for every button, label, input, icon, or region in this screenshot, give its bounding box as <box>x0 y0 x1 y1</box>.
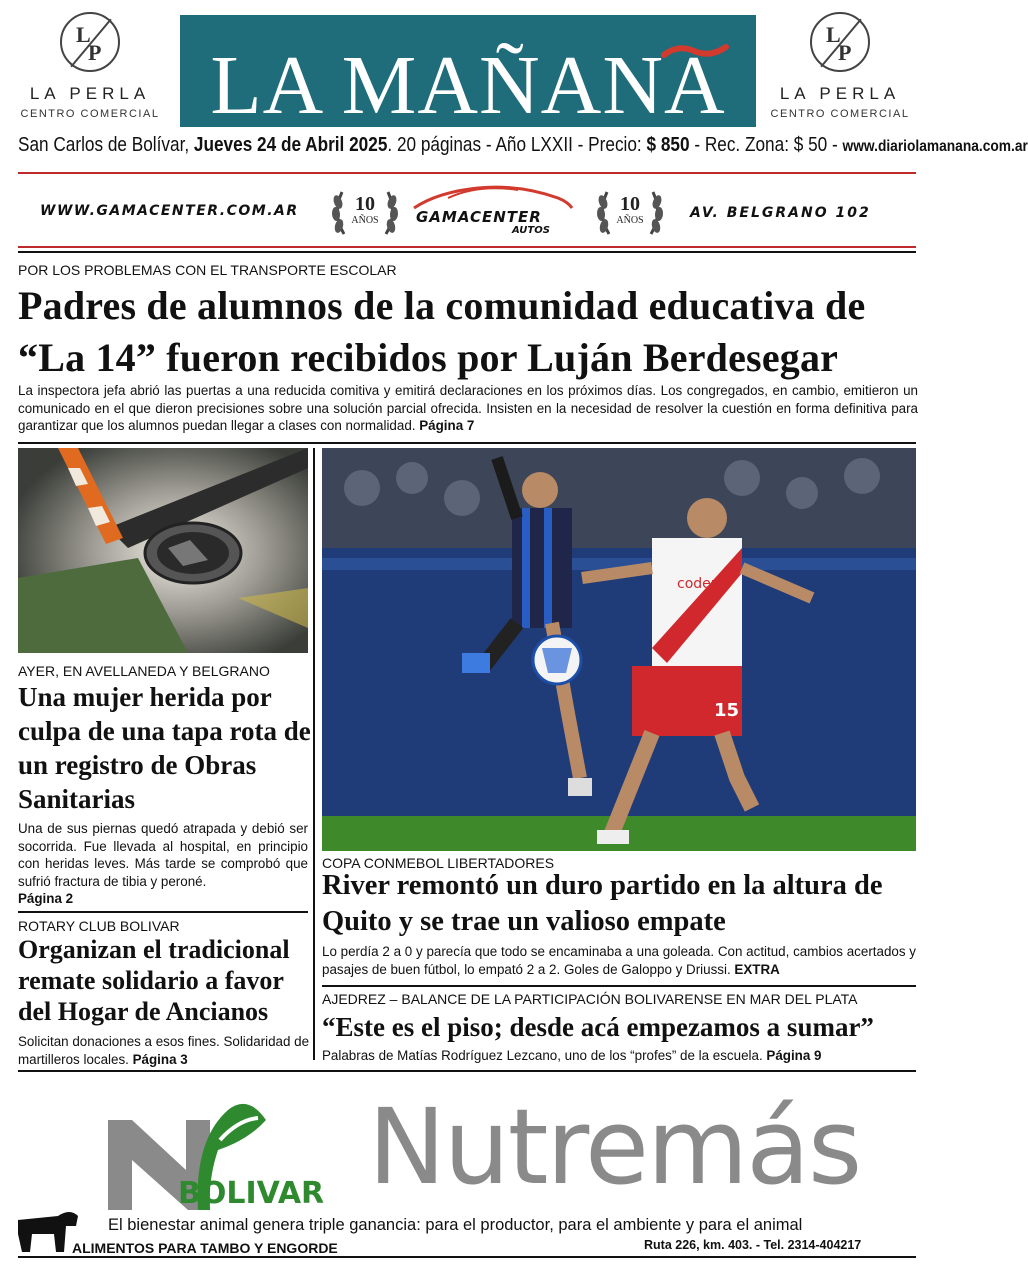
divider <box>18 442 916 444</box>
lead-body-text: La inspectora jefa abrió las puertas a una reducida comitiva y emitirá declaraciones en los próximos días. Los congregados, en cambio, emitieron un comunicado en el que dieron precisiones sobre una solución parcial ofrecida. Insisten en la necesidad de resolver la cuestión en forma definitiva para garantizar que los alumnos puedan llegar a clases con normalidad. <box>18 383 918 433</box>
jersey-sponsor: codere <box>677 576 725 592</box>
la-perla-logo-right <box>760 12 920 120</box>
lead-headline[interactable]: Padres de alumnos de la comunidad educativa de “La 14” fueron recibidos por Luján Berdesegar <box>18 283 866 380</box>
badge-label: AÑOS <box>351 215 379 226</box>
dateline <box>18 134 1028 157</box>
divider <box>18 246 916 248</box>
gamacenter-logo <box>408 182 578 242</box>
nutremas-contact: Ruta 226, km. 403. - Tel. 2314-404217 <box>644 1238 862 1252</box>
story2-body-text: Solicitan donaciones a esos fines. Solidaridad de martilleros locales. <box>18 1034 310 1067</box>
football-photo <box>322 448 916 851</box>
story4-kicker: AJEDREZ – BALANCE DE LA PARTICIPACIÓN BOLIVARENSE EN MAR DEL PLATA <box>322 991 858 1007</box>
dateline-date: Jueves 24 de Abril 2025 <box>193 134 388 156</box>
nutremas-sub-brand: BOLIVAR <box>178 1176 325 1211</box>
sponsor-subtitle: CENTRO COMERCIAL <box>20 108 160 120</box>
story2-page-ref[interactable]: Página 3 <box>132 1051 188 1067</box>
gamacenter-address: AV. BELGRANO 102 <box>690 205 871 221</box>
dateline-website-link[interactable]: www.diariolamanana.com.ar <box>842 138 1028 155</box>
story3-headline[interactable]: River remontó un duro partido en la altura de Quito y se trae un valioso empate <box>322 870 883 937</box>
badge-label: AÑOS <box>616 215 644 226</box>
la-perla-logo-left <box>10 12 170 120</box>
divider <box>18 172 916 174</box>
monogram-letter-p: P <box>88 40 102 65</box>
badge-number: 10 <box>355 193 375 215</box>
monogram-letter-l: L <box>76 22 91 47</box>
sponsor-subtitle: CENTRO COMERCIAL <box>770 108 910 120</box>
sponsor-name: LA PERLA <box>779 84 901 103</box>
dateline-zone: - Rec. Zona: $ 50 - <box>694 134 838 156</box>
nutremas-product-line: ALIMENTOS PARA TAMBO Y ENGORDE <box>72 1240 338 1256</box>
gamacenter-website[interactable]: WWW.GAMACENTER.COM.AR <box>40 203 299 219</box>
story1-summary <box>18 820 308 908</box>
dateline-price: $ 850 <box>646 134 690 156</box>
lead-kicker: POR LOS PROBLEMAS CON EL TRANSPORTE ESCOLAR <box>18 262 397 278</box>
story2-summary <box>18 1033 310 1068</box>
jersey-number: 15 <box>714 700 740 721</box>
story2-headline[interactable]: Organizan el tradicional remate solidario a favor del Hogar de Ancianos <box>18 935 290 1026</box>
story2-kicker: ROTARY CLUB BOLIVAR <box>18 918 180 934</box>
lead-page-ref[interactable]: Página 7 <box>419 418 475 433</box>
story1-headline[interactable]: Una mujer herida por culpa de una tapa rota de un registro de Obras Sanitarias <box>18 682 311 814</box>
newspaper-masthead <box>180 15 756 132</box>
nutremas-advertisement[interactable] <box>18 1070 916 1258</box>
dateline-place: San Carlos de Bolívar, <box>18 134 190 156</box>
dateline-info: . 20 páginas - Año LXXII - Precio: <box>387 134 642 156</box>
newspaper-title: LA MAÑANA <box>210 39 726 132</box>
divider <box>18 251 916 253</box>
story1-kicker: AYER, EN AVELLANEDA Y BELGRANO <box>18 663 270 679</box>
story3-body-text: Lo perdía 2 a 0 y parecía que todo se encaminaba a una goleada. Con actitud, cambios acertados y pasajes de buen fútbol, lo empató 2 a 2. Goles de Galoppo y Driussi. <box>322 944 916 977</box>
story3-page-ref[interactable]: EXTRA <box>734 961 780 977</box>
lead-summary <box>18 382 918 435</box>
nutremas-brand: Nutremás <box>368 1086 861 1208</box>
anniversary-badge-left <box>330 180 400 244</box>
sponsor-name: LA PERLA <box>29 84 151 103</box>
divider <box>322 985 916 987</box>
divider <box>18 911 308 913</box>
story3-summary <box>322 943 916 978</box>
story1-body-text: Una de sus piernas quedó atrapada y debió ser socorrida. Fue llevada al hospital, en principio con heridas leves. Más tarde se comprobó que sufrió fractura de tibia y peroné. <box>18 821 308 889</box>
nutremas-tagline: El bienestar animal genera triple ganancia: para el productor, para el ambiente y para el animal <box>108 1216 803 1234</box>
story3-kicker: COPA CONMEBOL LIBERTADORES <box>322 855 555 871</box>
story4-summary <box>322 1047 916 1065</box>
gamacenter-sub: AUTOS <box>512 225 550 236</box>
gamacenter-brand: GAMACENTER <box>416 208 542 226</box>
story4-headline[interactable]: “Este es el piso; desde acá empezamos a sumar” <box>322 1012 874 1042</box>
monogram-letter-p: P <box>838 40 852 65</box>
story4-page-ref[interactable]: Página 9 <box>766 1048 822 1063</box>
la-perla-monogram-icon <box>60 12 120 72</box>
monogram-letter-l: L <box>826 22 841 47</box>
manhole-photo <box>18 448 308 653</box>
broken-manhole-image <box>18 448 308 653</box>
anniversary-badge-right <box>595 180 665 244</box>
story1-page-ref[interactable]: Página 2 <box>18 891 74 906</box>
badge-number: 10 <box>620 193 640 215</box>
la-perla-monogram-icon <box>810 12 870 72</box>
story4-body-text: Palabras de Matías Rodríguez Lezcano, uno de los “profes” de la escuela. <box>322 1048 763 1063</box>
football-match-image <box>322 448 916 851</box>
